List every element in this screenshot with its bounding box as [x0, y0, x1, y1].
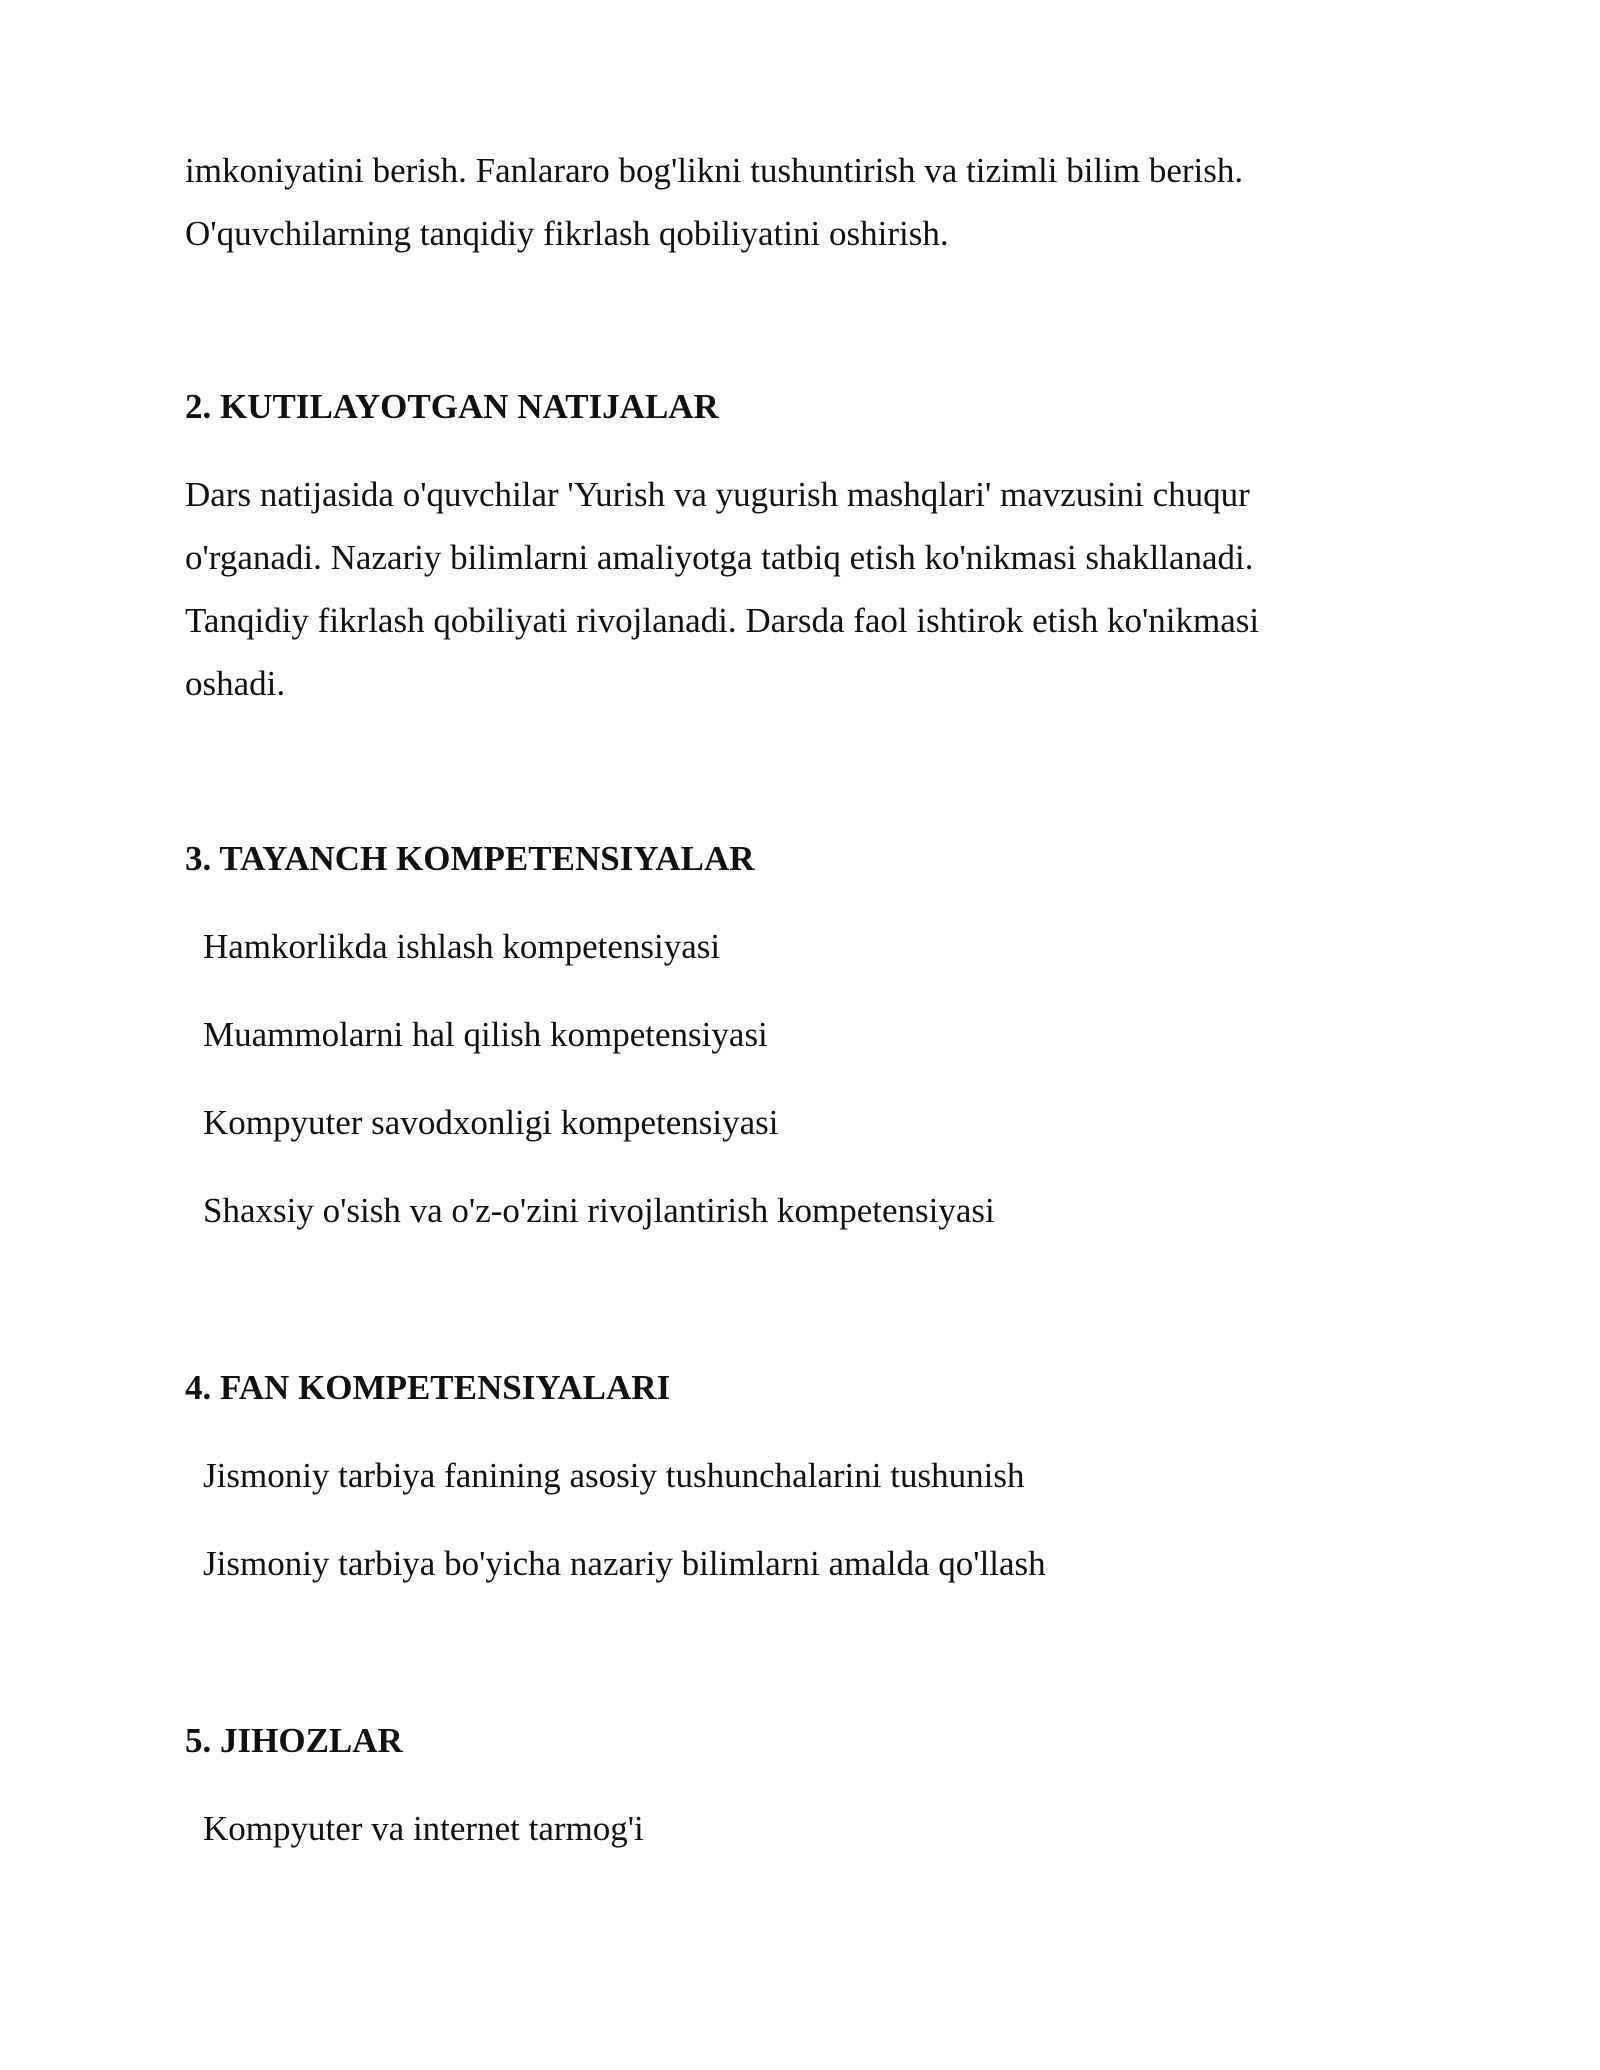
- paragraph-line: O'quvchilarning tanqidiy fikrlash qobiliyatini oshirish.: [185, 214, 949, 253]
- paragraph-line: imkoniyatini berish. Fanlararo bog'likni tushuntirish va tizimli bilim berish.: [185, 151, 1244, 190]
- paragraph-line: Dars natijasida o'quvchilar 'Yurish va yugurish mashqlari' mavzusini chuqur: [185, 475, 1250, 514]
- section-heading-expected-results: 2. KUTILAYOTGAN NATIJALAR: [185, 387, 719, 426]
- paragraph-line: Tanqidiy fikrlash qobiliyati rivojlanadi. Darsda faol ishtirok etish ko'nikmasi: [185, 601, 1260, 640]
- section-heading-core-competencies: 3. TAYANCH KOMPETENSIYALAR: [185, 839, 755, 878]
- list-item: Kompyuter savodxonligi kompetensiyasi: [203, 1103, 779, 1142]
- list-item: Muammolarni hal qilish kompetensiyasi: [203, 1015, 768, 1054]
- list-item: Shaxsiy o'sish va o'z-o'zini rivojlantirish kompetensiyasi: [203, 1191, 995, 1230]
- paragraph-line: oshadi.: [185, 664, 286, 703]
- section-heading-subject-competencies: 4. FAN KOMPETENSIYALARI: [185, 1368, 671, 1407]
- section-heading-equipment: 5. JIHOZLAR: [185, 1721, 403, 1760]
- list-item: Kompyuter va internet tarmog'i: [203, 1809, 644, 1848]
- intro-paragraph: [185, 139, 1415, 265]
- paragraph-line: o'rganadi. Nazariy bilimlarni amaliyotga tatbiq etish ko'nikmasi shakllanadi.: [185, 538, 1254, 577]
- list-item: Jismoniy tarbiya bo'yicha nazariy bilimlarni amalda qo'llash: [203, 1544, 1046, 1583]
- list-item: Jismoniy tarbiya fanining asosiy tushunchalarini tushunish: [203, 1456, 1025, 1495]
- list-item: Hamkorlikda ishlash kompetensiyasi: [203, 927, 721, 966]
- expected-results-paragraph: [185, 463, 1415, 715]
